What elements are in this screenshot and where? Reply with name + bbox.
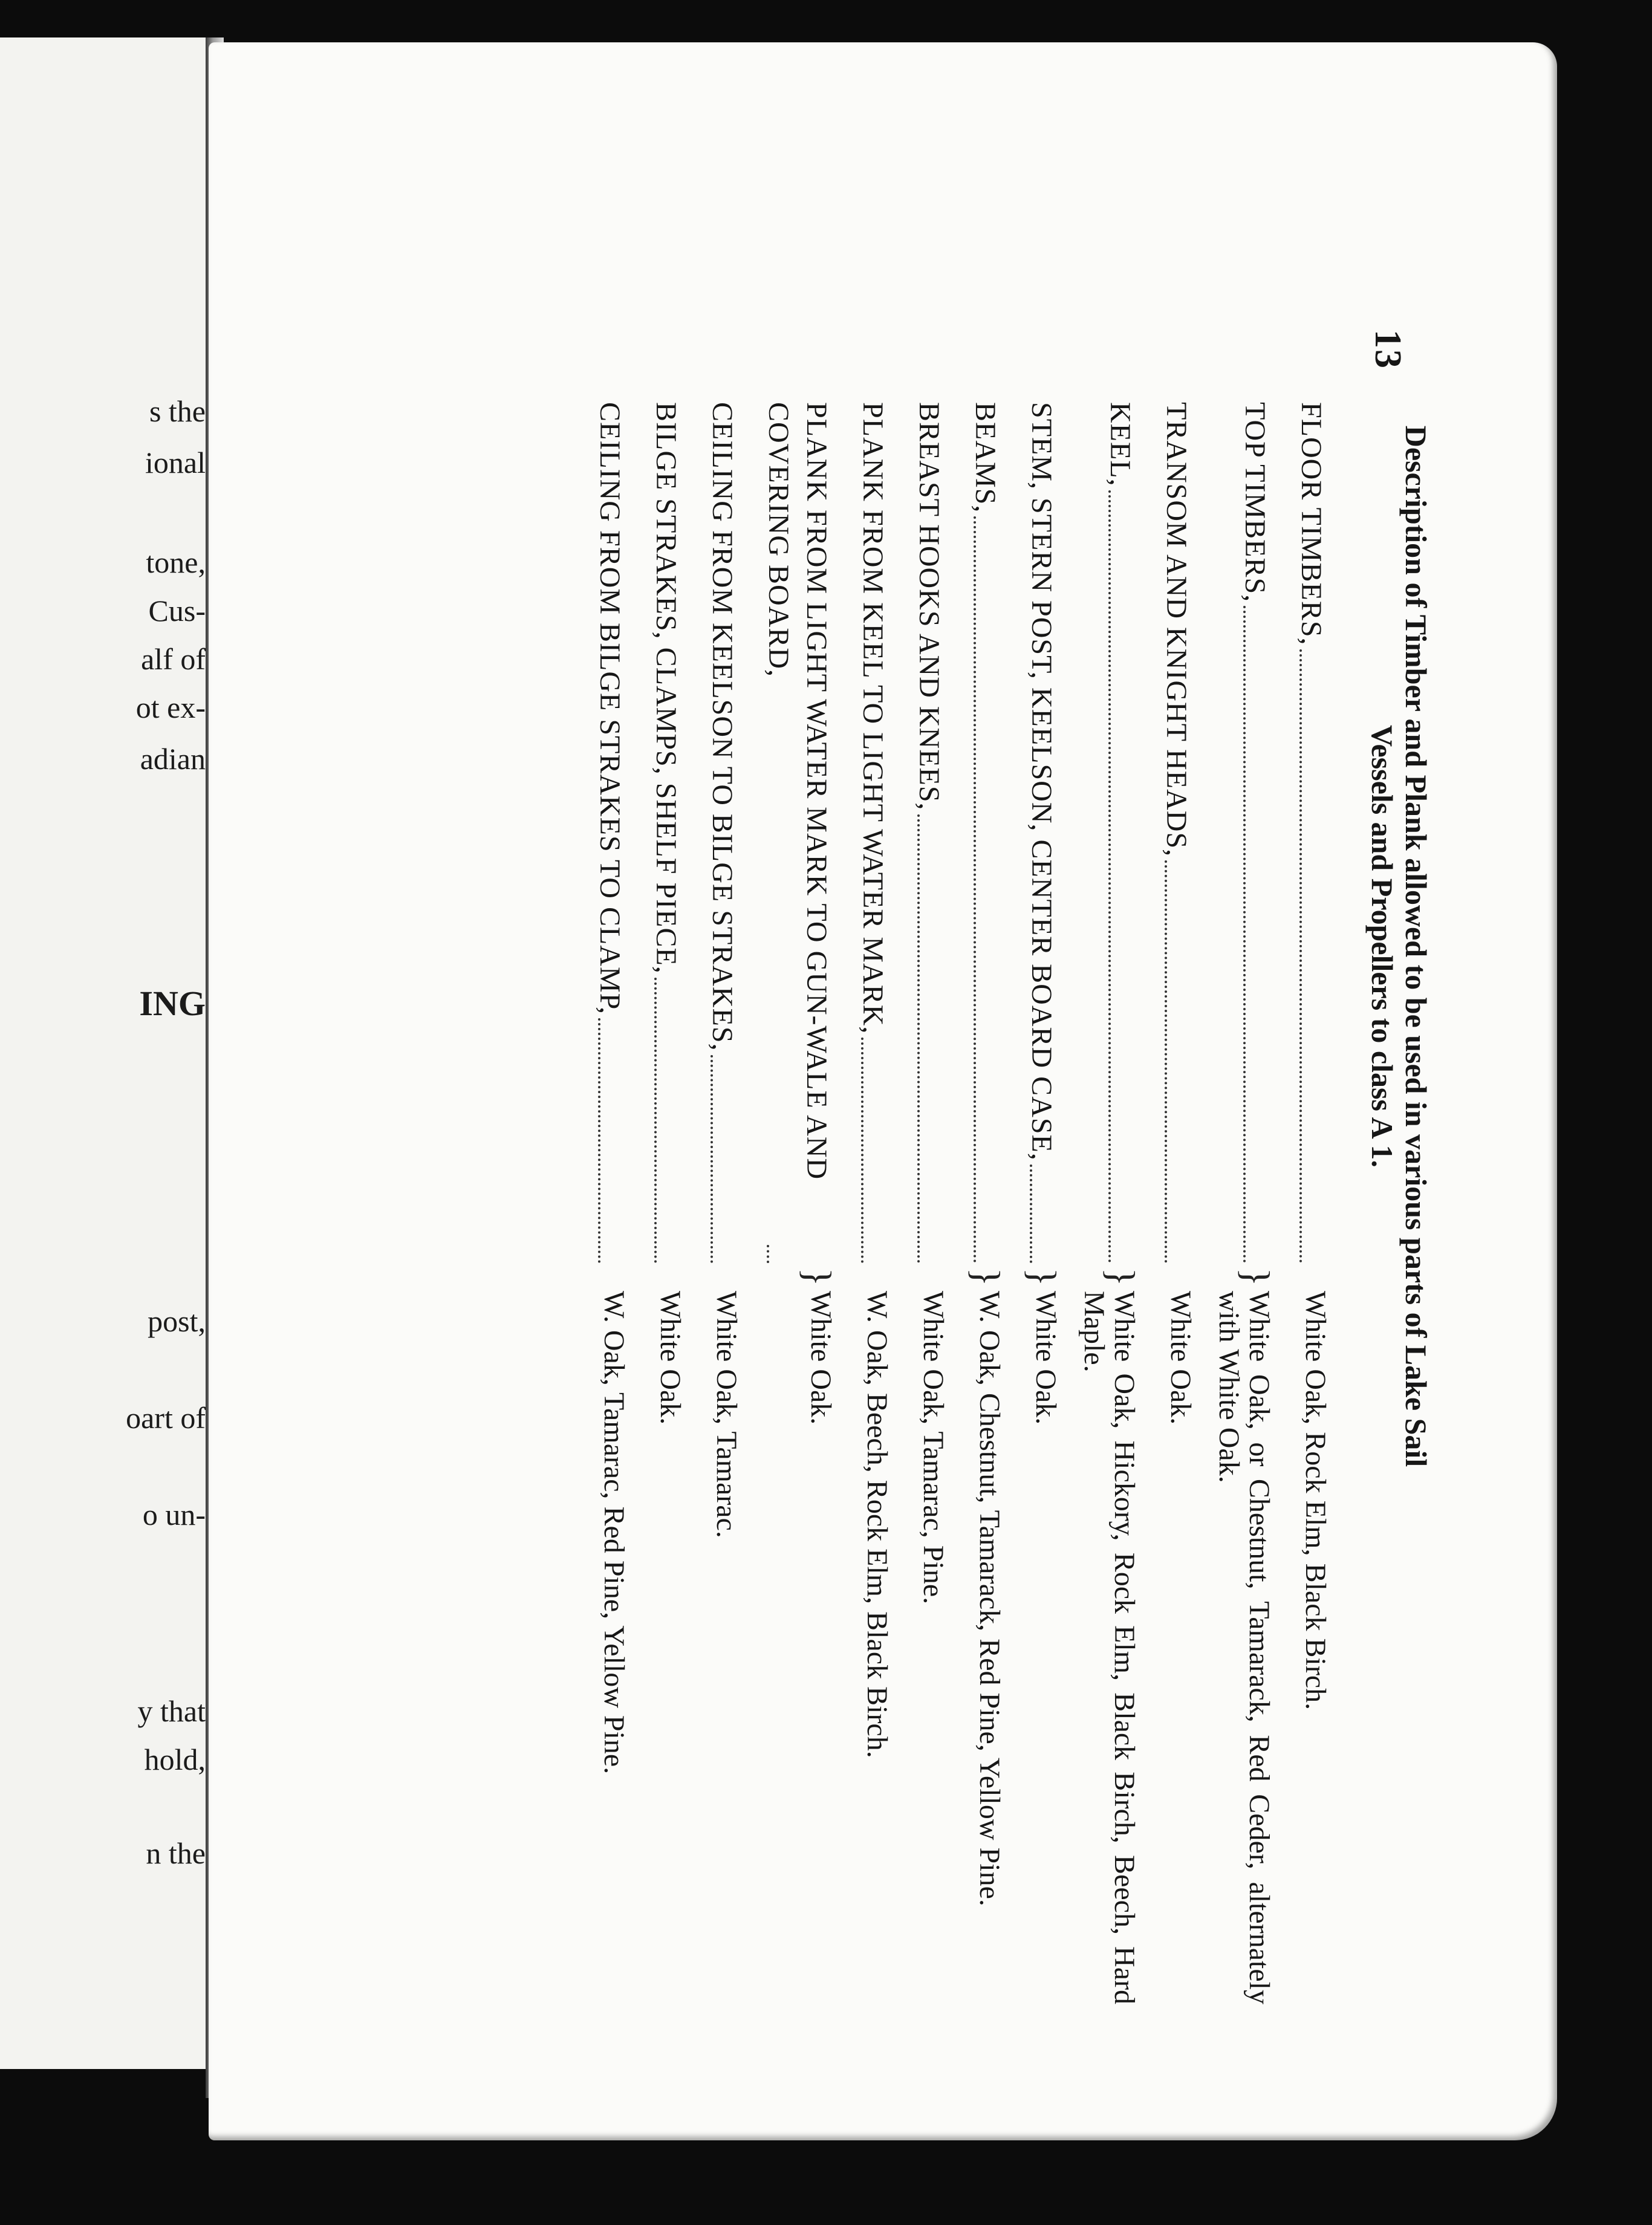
brace: } [796, 1267, 839, 1287]
vessel-part: BREAST HOOKS AND KNEES, [913, 402, 945, 811]
dot-leader [1165, 860, 1167, 1263]
left-text-fragment: o un- [142, 1498, 206, 1532]
left-text-fragment: ional [145, 446, 206, 479]
brace [685, 1267, 741, 1287]
vessel-part: TOP TIMBERS, [1239, 402, 1271, 603]
table-row [892, 402, 948, 2004]
left-heading-fragment: ING [139, 984, 206, 1023]
allowed-woods: W. Oak, Beech, Rock Elm, Black Birch. [861, 1291, 893, 1758]
left-text-fragment: alf of [141, 642, 206, 676]
table-row [741, 402, 836, 2004]
vessel-part: CEILING FROM KEELSON TO BILGE STRAKES, [706, 402, 738, 1051]
allowed-woods: White Oak. [1030, 1291, 1062, 1425]
vessel-part: CEILING FROM BILGE STRAKES TO CLAMP, [594, 402, 626, 1015]
brace [1139, 1267, 1195, 1287]
dot-leader [974, 516, 976, 1263]
left-text-fragment: hold, [144, 1743, 206, 1776]
vessel-part: PLANK FROM LIGHT WATER MARK TO GUN-WALE AND COVERING BOARD, [763, 402, 833, 1180]
allowed-woods: White Oak. [654, 1291, 686, 1425]
allowed-woods: White Oak, or Chestnut, Tamarack, Red Ceder, alternately with White Oak. [1213, 1291, 1275, 2004]
dot-leader [654, 978, 657, 1263]
allowed-woods: White Oak. [1165, 1291, 1197, 1425]
dot-leader [861, 1038, 863, 1263]
dot-leader [1108, 490, 1111, 1263]
left-text-fragment: s the [149, 394, 206, 428]
allowed-woods: White Oak, Rock Elm, Black Birch. [1299, 1291, 1332, 1710]
left-text-fragment: tone, [146, 545, 206, 579]
dot-leader [1243, 606, 1246, 1263]
table-row [1061, 402, 1139, 2004]
allowed-woods: White Oak, Tamarac, Pine. [917, 1291, 949, 1605]
brace [629, 1267, 685, 1287]
table-row [1139, 402, 1195, 2004]
left-text-fragment: y that [137, 1694, 206, 1728]
vessel-part: KEEL, [1104, 402, 1136, 487]
scan-border-bottom [0, 2146, 1652, 2225]
table-row [1195, 402, 1274, 2004]
scan-border-top [0, 0, 1652, 37]
brace [892, 1267, 948, 1287]
table-row [948, 402, 1004, 2004]
dot-leader [917, 814, 920, 1263]
table-row [573, 402, 629, 2004]
vessel-part: STEM, STERN POST, KEELSON, CENTER BOARD CASE, [1026, 402, 1058, 1161]
brace: } [965, 1267, 1008, 1287]
vessel-part: FLOOR TIMBERS, [1295, 402, 1327, 646]
rotated-page-content [435, 330, 1433, 2004]
brace: } [1100, 1267, 1143, 1287]
allowed-woods: White Oak. [805, 1291, 837, 1425]
brace: } [1021, 1267, 1064, 1287]
allowed-woods: White Oak, Hickory, Rock Elm, Black Birch, Beech, Hard Maple. [1078, 1291, 1140, 2004]
table-row [629, 402, 685, 2004]
page-number: 13 [1367, 330, 1408, 369]
allowed-woods: W. Oak, Tamarac, Red Pine, Yellow Pine. [598, 1291, 630, 1775]
table-row [1274, 402, 1330, 2004]
table-row [685, 402, 741, 2004]
left-text-fragment: Cus- [148, 594, 206, 628]
left-text-fragment: oart of [126, 1401, 206, 1435]
allowed-woods: White Oak, Tamarac. [711, 1291, 743, 1538]
left-text-fragment: n the [146, 1836, 206, 1870]
brace [573, 1267, 629, 1287]
dot-leader [1030, 1164, 1032, 1263]
vessel-part: TRANSOM AND KNIGHT HEADS, [1160, 402, 1192, 857]
dot-leader [598, 1018, 600, 1263]
table-row [836, 402, 892, 2004]
allowed-woods: W. Oak, Chestnut, Tamarack, Red Pine, Yellow Pine. [974, 1291, 1006, 1906]
left-text-fragment: adian [140, 742, 206, 776]
table-title: Description of Timber and Plank allowed to be used in various parts of Lake Sail Vessels and Propellers to class A 1. [1365, 425, 1433, 1467]
left-text-fragment: post, [148, 1304, 206, 1338]
vessel-part: BEAMS, [969, 402, 1001, 513]
left-text-fragment: ot ex- [135, 690, 206, 724]
brace [1274, 1267, 1330, 1287]
brace: } [1235, 1267, 1278, 1287]
timber-table [573, 402, 1330, 2004]
brace [836, 1267, 892, 1287]
table-row [1004, 402, 1061, 2004]
dot-leader [711, 1055, 713, 1263]
dot-leader [767, 1245, 769, 1263]
dot-leader [1299, 649, 1302, 1263]
vessel-part: PLANK FROM KEEL TO LIGHT WATER MARK, [857, 402, 889, 1035]
previous-page-fragment [0, 37, 207, 2069]
vessel-part: BILGE STRAKES, CLAMPS, SHELF PIECE, [650, 402, 682, 974]
